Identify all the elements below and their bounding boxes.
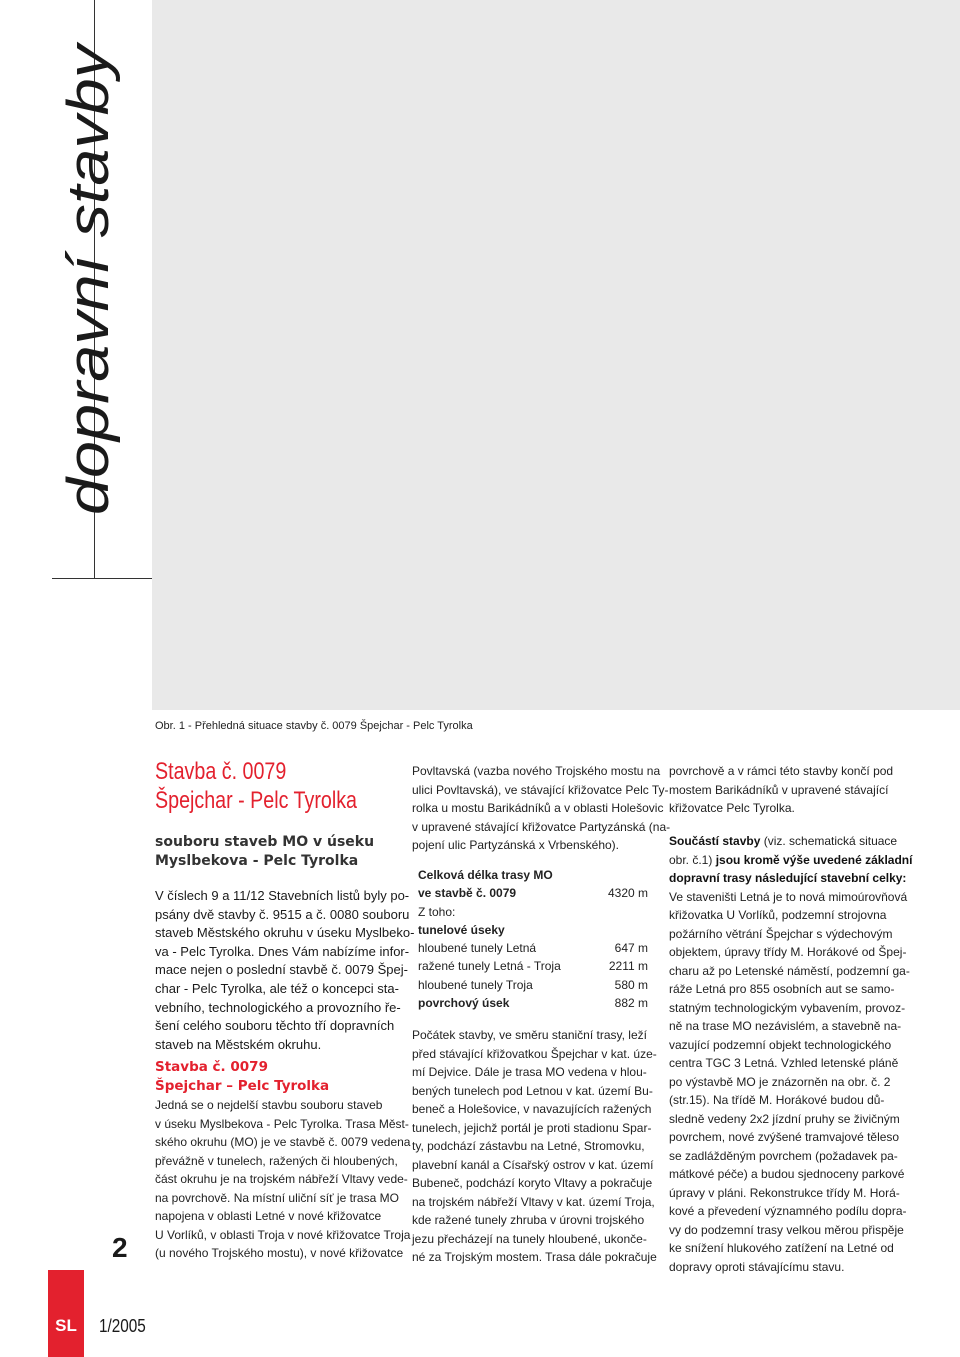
- article-intro: [155, 887, 415, 1054]
- body-line: mostem Barikádníků v upravené stávající: [669, 782, 889, 797]
- body-line: tunelech, jejichž portál je proti stadionu Spar-: [412, 1120, 652, 1135]
- sidebar-horizontal-rule: [52, 578, 152, 579]
- body-line: mátkové péče) a budou sjednoceny parkové: [669, 1167, 905, 1181]
- body-line: objektem, úpravy třídy M. Horákové od Špej-: [669, 945, 907, 959]
- body-line: v upravené stávající křižovatce Partyzánská (na-: [412, 819, 671, 834]
- col1-paragraph: [155, 1096, 411, 1263]
- stats-value: [598, 903, 648, 921]
- article-column-1-body: [155, 1058, 411, 1263]
- intro-line: char - Pelc Tyrolka, ale též o koncepci sta-: [155, 980, 399, 996]
- intro-line: staveb na Městském okruhu.: [155, 1036, 322, 1052]
- body-line: centra TGC 3 Letná. Vzhled letenské pláně: [669, 1056, 899, 1070]
- article-subtitle-line: Myslbekova - Pelc Tyrolka: [155, 853, 359, 869]
- body-line: beneč a Holešovice, v navazujících ražených: [412, 1102, 652, 1116]
- line2-plain: obr. č.1): [669, 852, 716, 867]
- body-line: charu až po Letenské náměstí, podzemní ga-: [669, 963, 910, 978]
- stats-label: ražené tunely Letná - Troja: [418, 959, 561, 974]
- intro-line: šení celého souboru těchto tří dopravních: [155, 1018, 395, 1034]
- body-line: né za Trojským mostem. Trasa dále pokračuje: [412, 1250, 657, 1264]
- body-line: U Vorlíků, v oblasti Troja v nové křižovatce Troja: [155, 1227, 411, 1242]
- lead-rest: (viz. schematická situace: [760, 834, 898, 848]
- body-line: dopravy oproti stávajícímu stavu.: [669, 1259, 845, 1274]
- body-line: vazující podzemní objekt technologického: [669, 1037, 892, 1052]
- section-vertical-title: [8, 30, 138, 530]
- article-title: [155, 757, 395, 815]
- length-stats-table: [418, 866, 648, 1012]
- section-vertical-title-text: dopravní stavby: [56, 105, 121, 515]
- stats-row: [418, 866, 648, 884]
- body-line: na povrchově. Na místní uliční síť je trasa MO: [155, 1190, 399, 1205]
- section-heading: [155, 1058, 395, 1096]
- stats-label: tunelové úseky: [418, 922, 505, 937]
- stats-label: hloubené tunely Troja: [418, 977, 533, 992]
- stats-label: Celková délka trasy MO: [418, 868, 553, 882]
- stats-row: [418, 939, 648, 957]
- body-line: mí Dejvice. Dále je trasa MO vedena v hlou-: [412, 1065, 647, 1079]
- line2-bold: jsou kromě výše uvedené základní: [715, 852, 913, 867]
- body-line: [669, 832, 914, 851]
- stats-row: [418, 884, 648, 902]
- section-heading-line: Špejchar – Pelc Tyrolka: [155, 1078, 330, 1094]
- article-column-1: [155, 757, 415, 1054]
- article-subtitle-line: souboru staveb MO v úseku: [155, 834, 375, 850]
- col3-paragraph-top: [669, 762, 909, 818]
- stats-label: Z toho:: [418, 904, 456, 919]
- footer-issue: 1/2005: [99, 1316, 146, 1336]
- body-line: napojena v oblasti Letné v nové křižovatce: [155, 1209, 382, 1223]
- body-line: (str.15). Na třídě M. Horákové budou dů-: [669, 1093, 885, 1107]
- figure-image-placeholder: [152, 0, 960, 710]
- body-line: ského okruhu (MO) je ve stavbě č. 0079 vedena: [155, 1135, 411, 1149]
- body-line: Ve staveništi Letná je to nová mimoúrovňová: [669, 889, 908, 904]
- stats-value: 882 m: [614, 996, 648, 1011]
- body-line: plavební kanál a Císařský ostrov v kat. území: [412, 1157, 654, 1172]
- body-line: [669, 851, 914, 870]
- body-line: před stávající křižovatkou Špejchar v kat. úze-: [412, 1046, 657, 1061]
- body-line: se zadlážděným povrchem (požadavek pa-: [669, 1148, 898, 1163]
- stats-label: povrchový úsek: [418, 996, 510, 1011]
- article-column-2: [412, 762, 671, 855]
- section-heading-line: Stavba č. 0079: [155, 1059, 268, 1075]
- body-line: statným technologickým vybavením, provoz-: [669, 1000, 906, 1015]
- intro-line: staveb Městského okruhu v úseku Myslbeko-: [155, 925, 415, 941]
- body-line: ke snížení hlukového zatížení na Letné od: [669, 1241, 894, 1255]
- body-line: Počátek stavby, ve směru staniční trasy, leží: [412, 1028, 647, 1042]
- body-line: po výstavbě MO je znázorněn na obr. č. 2: [669, 1074, 891, 1089]
- stats-value: 2211 m: [608, 959, 648, 974]
- intro-line: va - Pelc Tyrolka. Dnes Vám nabízíme infor-: [155, 943, 410, 959]
- line3-bold: dopravní trasy následující stavební celky:: [669, 871, 907, 885]
- stats-value: [598, 866, 648, 884]
- body-line: Povltavská (vazba nového Trojského mostu na: [412, 764, 661, 778]
- col3-paragraph-main: [669, 832, 914, 1276]
- intro-line: vebního, technologického a provozního ře-: [155, 999, 401, 1015]
- body-line: jezu přecházejí na tunely hloubené, ukonče-: [412, 1231, 647, 1246]
- body-line: povrchově a v rámci této stavby končí pod: [669, 764, 894, 778]
- article-title-line: Stavba č. 0079: [155, 758, 287, 785]
- body-line: ty, podchází zástavbu na Letné, Stromovku,: [412, 1139, 645, 1153]
- length-stats-table-wrapper: [418, 866, 648, 1012]
- body-line: požárního větrání Špejchar s výdechovým: [669, 926, 893, 941]
- body-line: křižovatka U Vorlíků, podzemní strojovna: [669, 908, 887, 922]
- stats-row: [418, 921, 648, 939]
- body-line: sledně vedeny 2x2 jízdní pruhy se živičným: [669, 1111, 900, 1126]
- stats-label: hloubené tunely Letná: [418, 941, 537, 956]
- body-line: kové a převedení významného podílu dopra-: [669, 1204, 907, 1218]
- body-line: bených tunelech pod Letnou v kat. území Bu-: [412, 1083, 653, 1098]
- article-column-3: [669, 762, 909, 818]
- stats-label: ve stavbě č. 0079: [418, 886, 517, 901]
- body-line: vy do podzemní trasy velkou měrou přispěje: [669, 1222, 904, 1237]
- stats-row: [418, 903, 648, 921]
- stats-row: [418, 994, 648, 1012]
- body-line: na trojském nábřeží Vltavy v kat. území Troja,: [412, 1194, 655, 1209]
- body-line: ně na trase MO nezávislém, a stavebně na-: [669, 1019, 902, 1033]
- page-number: 2: [112, 1232, 128, 1263]
- stats-row: [418, 957, 648, 975]
- stats-value: 580 m: [614, 977, 648, 992]
- body-line: úpravy v pláni. Rekonstrukce třídy M. Horá-: [669, 1185, 900, 1200]
- intro-line: V číslech 9 a 11/12 Stavebních listů byly po-: [155, 888, 410, 903]
- body-line: křižovatce Pelc Tyrolka.: [669, 801, 795, 815]
- body-line: Jedná se o nejdelší stavbu souboru staveb: [155, 1098, 383, 1112]
- intro-line: mace nejen o poslední stavbě č. 0079 Špej-: [155, 962, 408, 978]
- intro-line: psány dvě stavby č. 9515 a č. 0080 souboru: [155, 906, 410, 922]
- body-line: v úseku Myslbekova - Pelc Tyrolka. Trasa Měst-: [155, 1116, 409, 1131]
- lead-bold: Součástí stavby: [669, 834, 761, 848]
- body-line: ráže Letná pro 855 osobních aut se samo-: [669, 982, 895, 996]
- body-line: kde ražené tunely zhruba v úrovni trojského: [412, 1213, 645, 1227]
- footer-brand: SL: [55, 1316, 77, 1335]
- body-line: část okruhu je na trojském nábřeží Vltavy vede-: [155, 1172, 408, 1186]
- body-line: ulici Povltavská), ve stávající křižovatce Pelc Ty-: [412, 782, 669, 797]
- body-line: rolka u mostu Barikádníků a v oblasti Holešovic: [412, 801, 664, 815]
- stats-value: 647 m: [614, 941, 648, 956]
- figure-caption: Obr. 1 - Přehledná situace stavby č. 0079 Špejchar - Pelc Tyrolka: [155, 720, 473, 732]
- stats-value: 4320 m: [607, 886, 648, 901]
- body-line: pojení ulic Partyzánská x Vrbenského).: [412, 838, 619, 852]
- body-line: [669, 869, 914, 888]
- body-line: převážně v tunelech, ražených či hloubených,: [155, 1153, 398, 1168]
- article-subtitle: [155, 833, 395, 871]
- stats-row: [418, 976, 648, 994]
- body-line: povrchem, nové zvýšené tramvajové těleso: [669, 1130, 900, 1144]
- article-title-line: Špejchar - Pelc Tyrolka: [155, 787, 357, 814]
- body-line: (u nového Trojského mostu), v nové křižovatce: [155, 1246, 404, 1260]
- footer-red-bar: [48, 1270, 84, 1357]
- col2-paragraph-top: [412, 762, 671, 855]
- col2-paragraph-bottom: [412, 1026, 657, 1267]
- body-line: Bubeneč, podchází koryto Vltavy a pokračuje: [412, 1176, 653, 1190]
- stats-value: [598, 921, 648, 939]
